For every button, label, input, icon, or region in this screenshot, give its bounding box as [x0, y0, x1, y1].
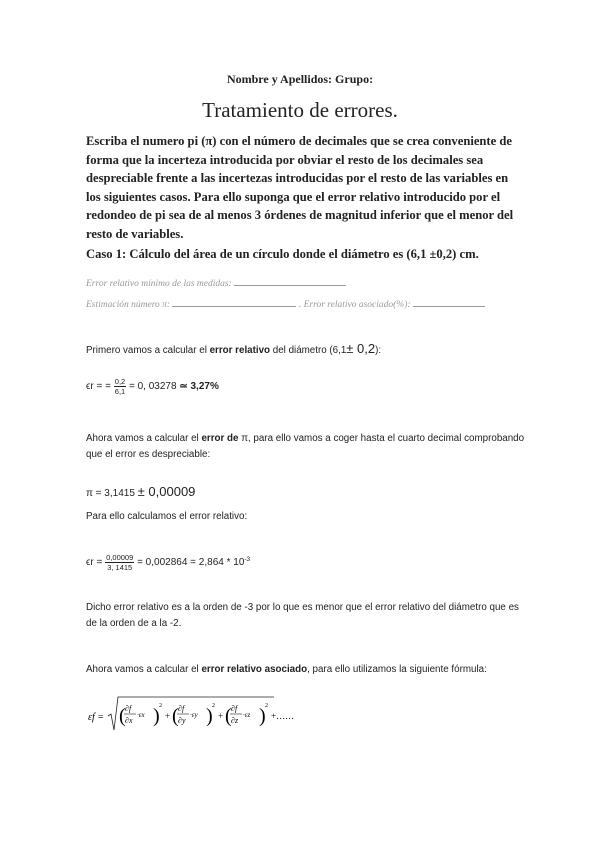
- paragraph-pi-error: [86, 431, 526, 463]
- pi-estimate-field: [86, 297, 485, 310]
- operator: +: [165, 711, 171, 721]
- case-1-heading: Caso 1: Cálculo del área de un círculo donde el diámetro es (6,1 ±0,2) cm.: [86, 247, 479, 261]
- min-error-field: [86, 276, 346, 289]
- paren: (: [119, 705, 126, 727]
- exponent: 2: [265, 703, 268, 709]
- pi-uncertainty: ± 0,00009: [137, 484, 196, 499]
- error-propagation-formula: [86, 694, 306, 738]
- paragraph-comparison: Dicho error relativo es a la orden de -3 por lo que es menor que el error relativo del diámetro que es de la orden de a la -2.: [86, 602, 519, 629]
- text: Ahora vamos a calcular el: [86, 664, 202, 675]
- formula-tail: +……: [271, 711, 295, 721]
- formula-lhs: ϵr =: [86, 557, 103, 569]
- exponent: 2: [159, 703, 162, 709]
- exponent: 2: [212, 703, 215, 709]
- formula-lhs: ϵr = =: [86, 381, 111, 393]
- t2-denominator: ∂y: [178, 716, 186, 725]
- paragraph-diameter-error: [86, 341, 526, 359]
- formula-relative-error-diameter: [86, 377, 219, 396]
- text: π, para ello vamos a coger hasta el cuarto decimal comprobando que el error es despreciable:: [86, 433, 525, 460]
- paren: ): [153, 705, 160, 727]
- paren: (: [172, 705, 179, 727]
- t2-numerator: ∂f: [178, 704, 185, 713]
- formula-approx: ≃ 3,27%: [179, 381, 219, 393]
- paragraph-calc-relative: Para ello calculamos el error relativo:: [86, 511, 248, 522]
- name-group-header: Nombre y Apellidos: Grupo:: [226, 72, 374, 86]
- bold-text: error relativo: [209, 345, 271, 356]
- text: , para ello utilizamos la siguiente fórmula:: [307, 664, 487, 675]
- denominator: 3, 1415: [107, 563, 133, 572]
- exponent: -3: [244, 555, 251, 563]
- t2-epsilon: ·εy: [190, 711, 198, 719]
- text: Primero vamos a calcular el: [86, 345, 210, 356]
- formula-result: = 0,002864 = 2,864 * 10: [137, 557, 245, 569]
- intro-paragraph: Escriba el numero pi (π) con el número de decimales que se crea conveniente de forma que la incerteza introducida por obviar el resto de los decimales sea despreciable frente a las incertezas introducidas por el resto de las variables en los siguientes casos. Para ello suponga que el error relativo introducido por el redondeo de pi sea de al menos 3 órdenes de magnitud inferior que el menor del resto de variables.: [86, 134, 514, 241]
- pi-estimate-blank[interactable]: [172, 297, 296, 307]
- numerator: 0,00009: [106, 553, 134, 562]
- numerator: 0,2: [114, 377, 126, 386]
- bold-text: error de: [201, 433, 239, 444]
- formula-lhs: εf =: [88, 712, 104, 723]
- paren: ): [259, 705, 266, 727]
- t1-denominator: ∂x: [125, 716, 133, 725]
- text: Ahora vamos a calcular el: [86, 433, 202, 444]
- paragraph-associated-error: [86, 662, 526, 678]
- pm-value: ± 0,2: [346, 341, 376, 356]
- t3-epsilon: ·εz: [243, 711, 251, 719]
- assoc-error-blank[interactable]: [413, 297, 485, 307]
- t1-numerator: ∂f: [125, 704, 132, 713]
- paren: (: [225, 705, 232, 727]
- formula-relative-error-pi: [86, 553, 250, 572]
- min-error-blank[interactable]: [234, 276, 346, 286]
- page-title: Tratamiento de errores.: [202, 98, 398, 122]
- t1-epsilon: ·εx: [137, 711, 145, 719]
- bold-text: error relativo asociado: [201, 664, 308, 675]
- text: del diámetro (6,1: [270, 345, 347, 356]
- min-error-label: Error relativo mínimo de las medidas:: [86, 279, 232, 289]
- paren: ): [206, 705, 213, 727]
- fraction: [114, 377, 126, 396]
- text: ):: [375, 345, 382, 356]
- assoc-error-label: . Error relativo asociado(%):: [298, 300, 411, 310]
- operator: +: [218, 711, 224, 721]
- denominator: 6,1: [114, 387, 126, 396]
- pi-estimate-label: Estimación número π:: [86, 300, 171, 310]
- fraction: [105, 553, 134, 572]
- t3-denominator: ∂z: [231, 716, 239, 725]
- t3-numerator: ∂f: [231, 704, 238, 713]
- pi-value: π = 3,1415: [86, 488, 135, 499]
- pi-value-line: [86, 484, 195, 499]
- formula-result: = 0, 03278: [129, 381, 177, 393]
